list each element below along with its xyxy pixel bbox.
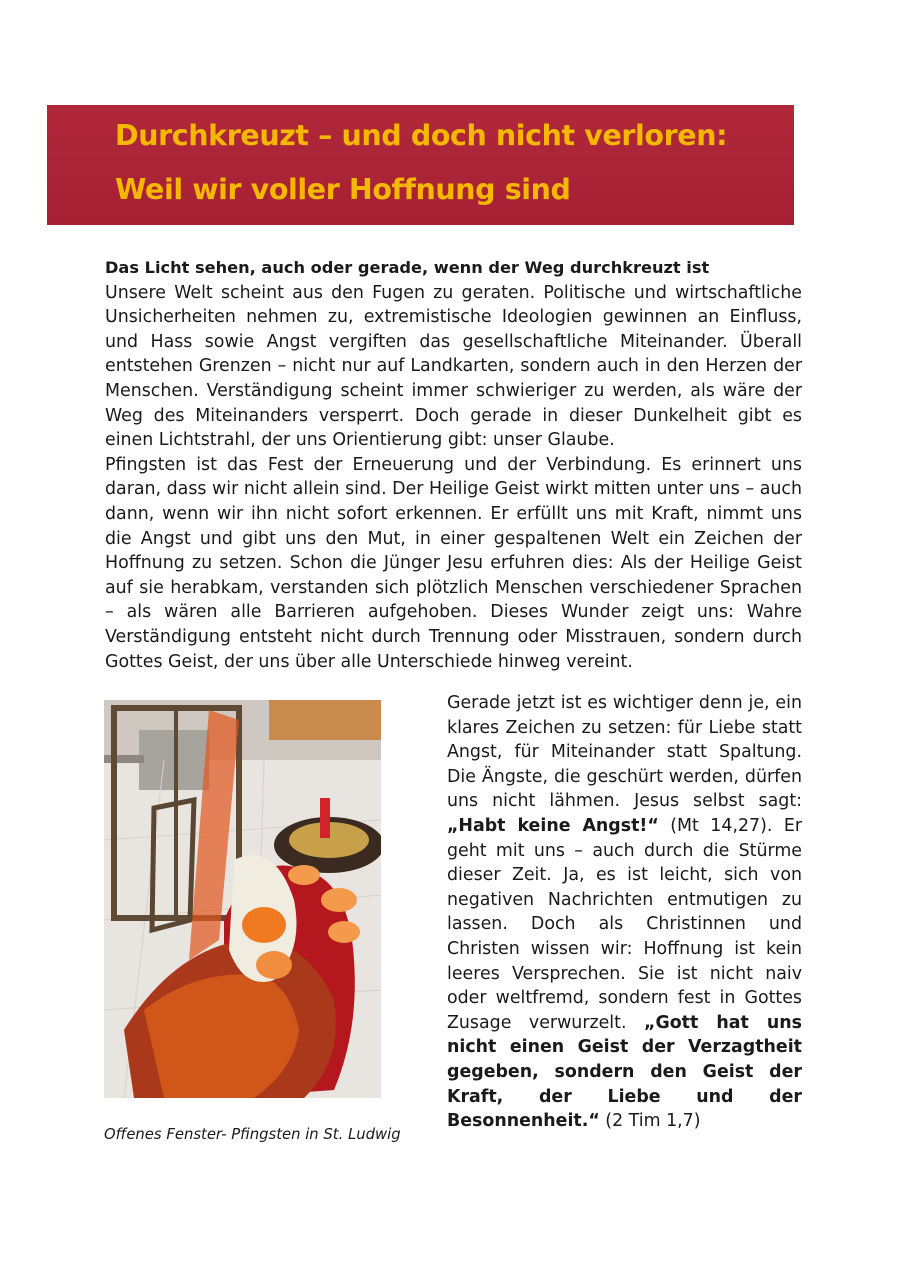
quote-mt-14-27: „Habt keine Angst!“ (447, 815, 659, 836)
right-text-c: (2 Tim 1,7) (599, 1111, 701, 1132)
paragraph-1: Unsere Welt scheint aus den Fugen zu geraten. Politische und wirtschaftliche Unsicherheiten nehmen zu, extremistische Ideologien gewinnen an Einfluss, und Hass sowie Angst vergiften das gesellschaftliche Miteinander. Überall entstehen Grenzen – nicht nur auf Landkarten, sondern auch in den Herzen der Menschen. Verständigung scheint immer schwieriger zu werden, als wäre der Weg des Miteinanders versperrt. Doch gerade in dieser Dunkelheit gibt es einen Lichtstrahl, der uns Orientierung gibt: unser Glaube. (105, 282, 802, 451)
right-paragraph (447, 691, 802, 1134)
title-line-1: Durchkreuzt – und doch nicht verloren: (115, 119, 728, 152)
title-line-2: Weil wir voller Hoffnung sind (115, 173, 571, 206)
pentecost-photo (104, 700, 381, 1098)
title-banner (47, 105, 794, 225)
right-text-b: (Mt 14,27). Er geht mit uns – auch durch die Stürme dieser Zeit. Ja, es ist leicht, sich von negativen Nachrichten entmutigen zu lassen. Doch als Christinnen und Christen wissen wir: Hoffnung ist kein leeres Versprechen. Sie ist nicht naiv oder weltfremd, sondern fest in Gottes Zusage verwurzelt. (447, 815, 803, 1033)
right-text-a: Gerade jetzt ist es wichtiger denn je, ein klares Zeichen zu setzen: für Liebe statt Angst, für Miteinander statt Spaltung. Die Ängste, die geschürt werden, dürfen uns nicht lähmen. Jesus selbst sagt: (447, 693, 802, 812)
section-heading: Das Licht sehen, auch oder gerade, wenn der Weg durchkreuzt ist (105, 258, 710, 277)
photo-caption: Offenes Fenster- Pfingsten in St. Ludwig (104, 1126, 401, 1143)
paragraph-2: Pfingsten ist das Fest der Erneuerung und der Verbindung. Es erinnert uns daran, dass wir nicht allein sind. Der Heilige Geist wirkt mitten unter uns – auch dann, wenn wir ihn nicht sofort erkennen. Er erfüllt uns mit Kraft, nimmt uns die Angst und gibt uns den Mut, in einer gespaltenen Welt ein Zeichen der Hoffnung zu setzen. Schon die Jünger Jesu erfuhren dies: Als der Heilige Geist auf sie herabkam, verstanden sich plötzlich Menschen verschiedener Sprachen – als wären alle Barrieren aufgehoben. Dieses Wunder zeigt uns: Wahre Verständigung entsteht nicht durch Trennung oder Misstrauen, sondern durch Gottes Geist, der uns über alle Unterschiede hinweg vereint. (105, 454, 802, 672)
article-body (105, 256, 802, 674)
right-column-text (447, 691, 802, 1134)
photo-illustration (104, 700, 381, 1098)
quote-2-tim-1-7: „Gott hat uns nicht einen Geist der Verzagtheit gegeben, sondern den Geist der Kraft, der Liebe und der Besonnenheit.“ (447, 1012, 802, 1132)
